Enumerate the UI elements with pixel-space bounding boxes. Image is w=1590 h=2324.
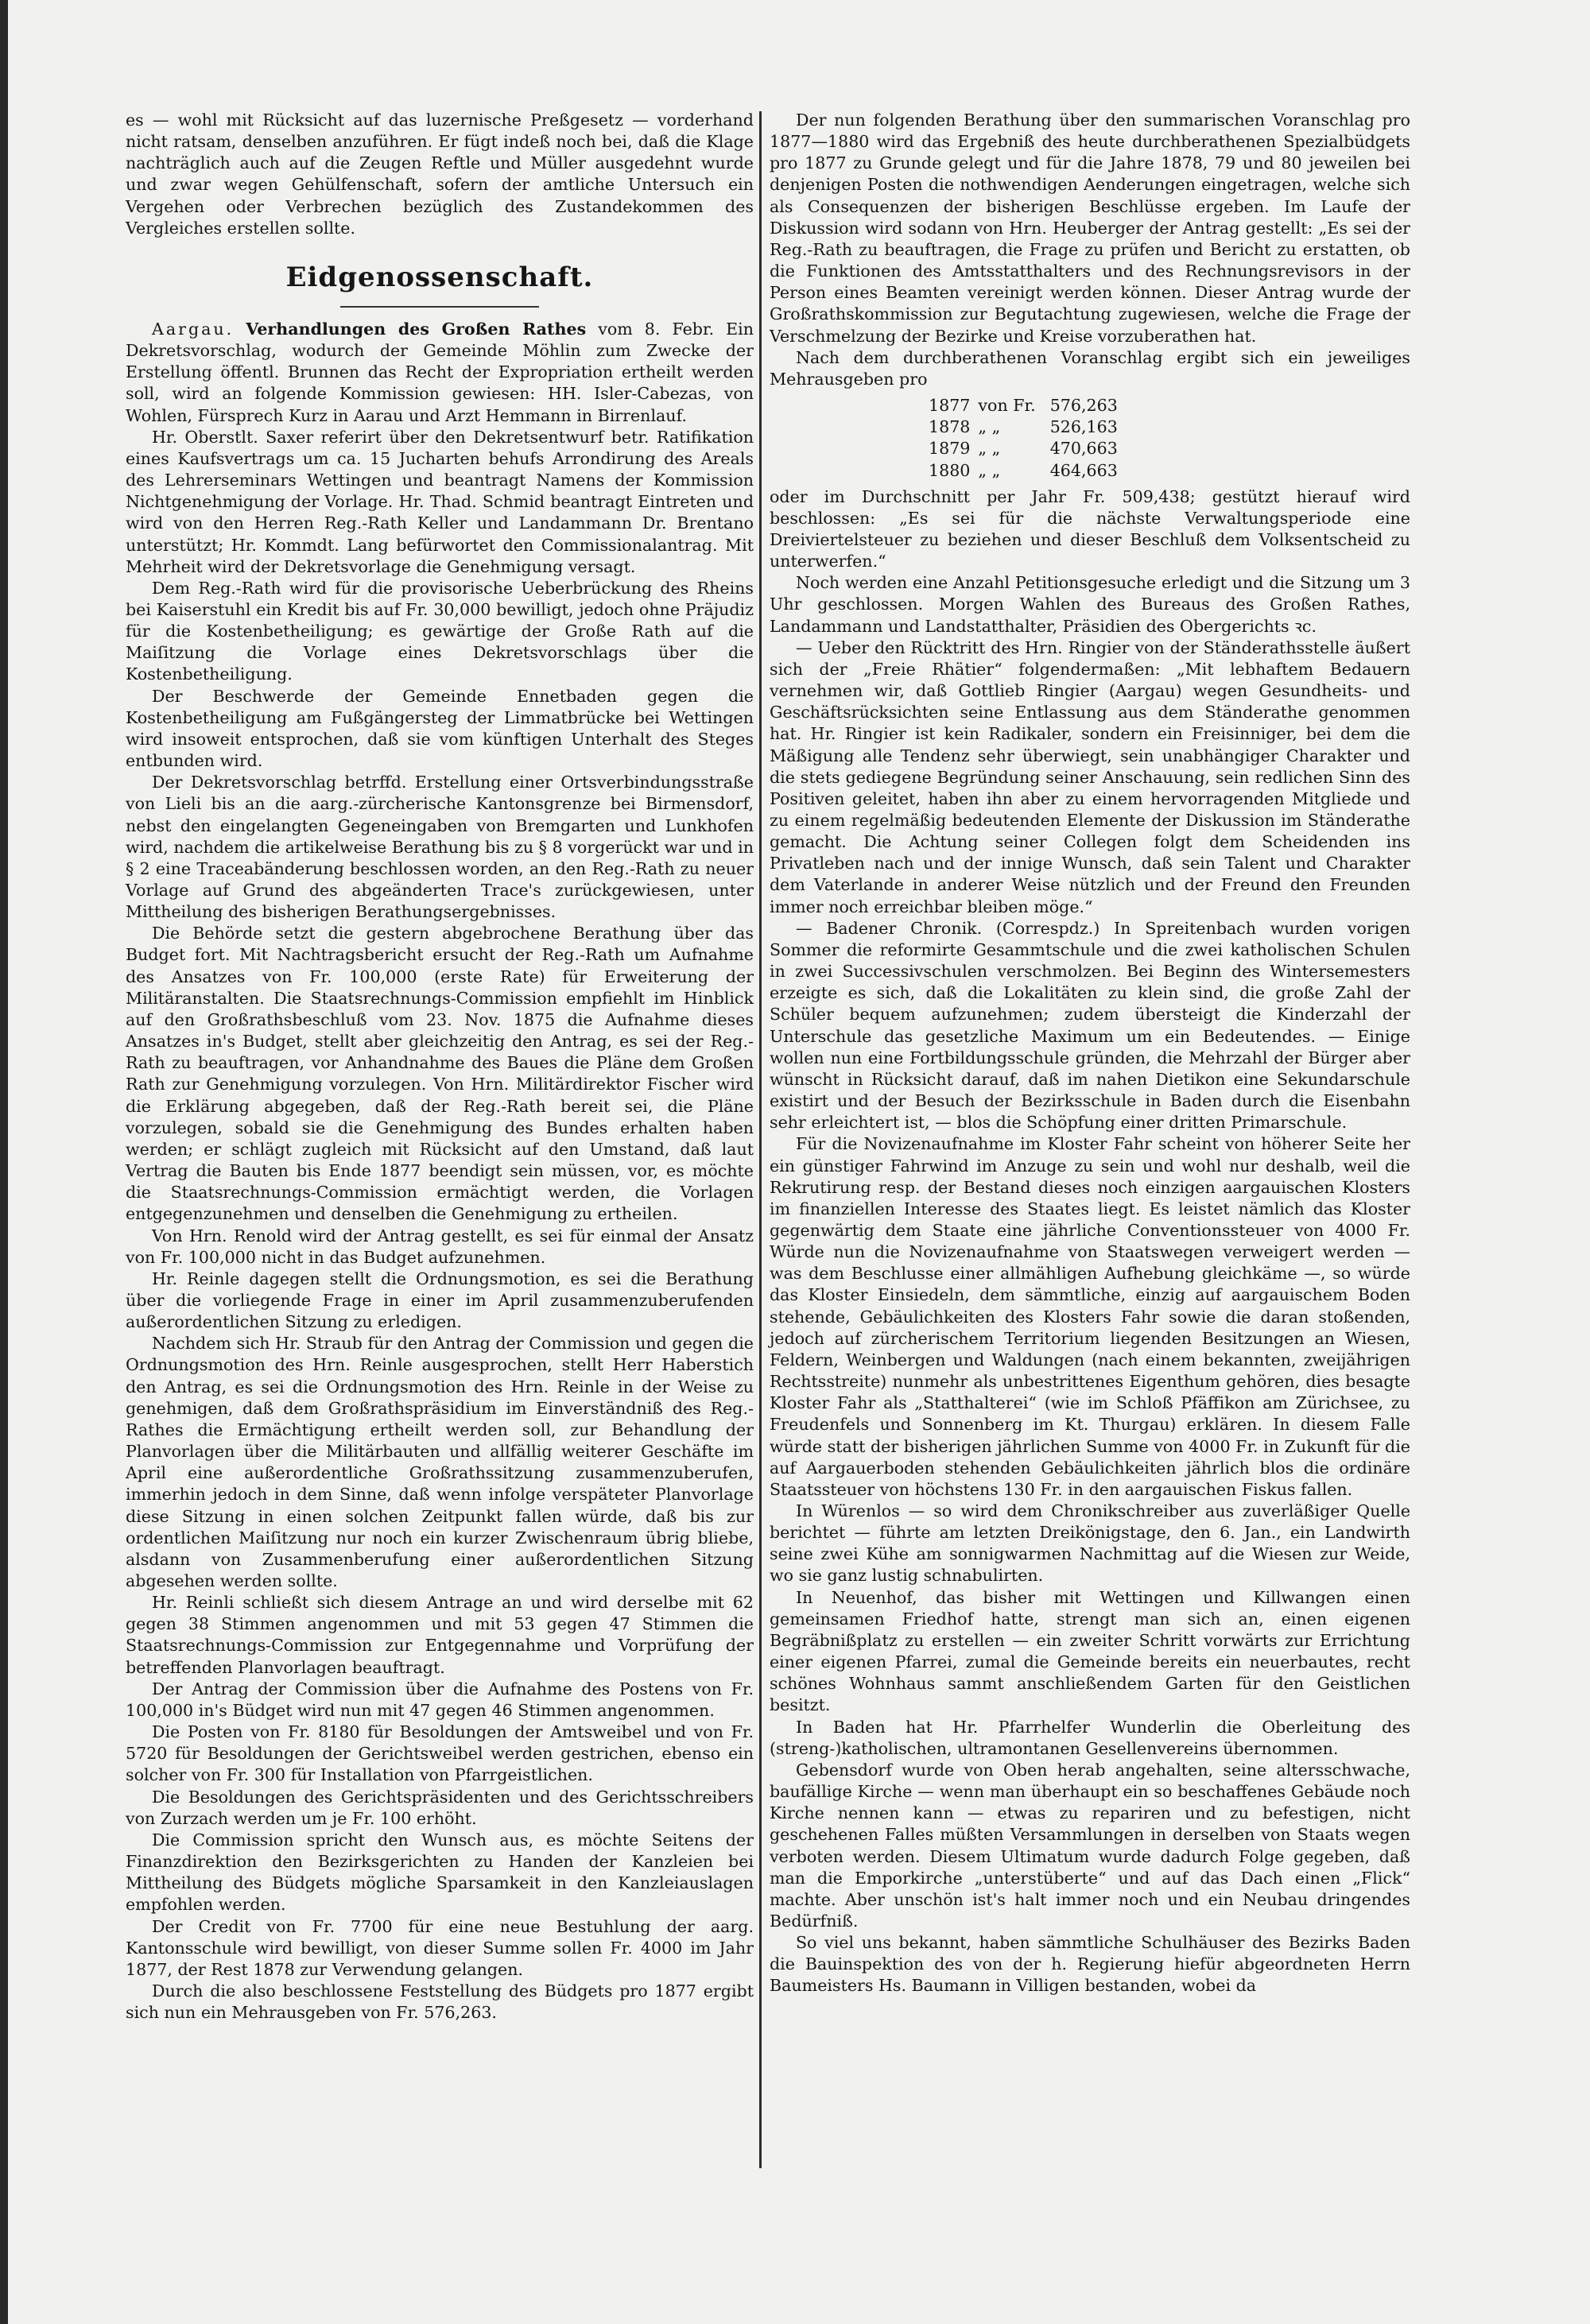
budget-prefix: „ „ (978, 460, 1001, 480)
article-paragraph: In Baden hat Hr. Pfarrhelfer Wunderlin die Oberleitung des (streng-)katholischen, ultramontanen Gesellenvereins übernommen. (770, 1717, 1410, 1758)
budget-amount: 576,263 (1049, 396, 1118, 416)
budget-row (929, 460, 1126, 482)
article-paragraph: Die Behörde setzt die gestern abgebrochene Berathung über das Budget fort. Mit Nachtragsbericht ersucht der Reg.-Rath um Aufnahme des Ansatzes von Fr. 100,000 (erste Rate) für Erweiterung der Militäranstalten. Die Staatsrechnungs-Commission empfiehlt im Hinblick auf den Großrathsbeschluß vom 23. Nov. 1875 die Aufnahme dieses Ansatzes in's Budget, stellt aber gleichzeitig den Antrag, es sei der Reg.-Rath zu beauftragen, vor Anhandnahme des Baues die Pläne dem Großen Rath zur Genehmigung vorzulegen. Von Hrn. Militärdirektor Fischer wird die Erklärung abgegeben, daß der Reg.-Rath bereit sei, die Pläne vorzulegen, sobald sie die Genehmigung des Bundes erhalten haben werden; er schlägt zugleich mit Rücksicht auf den Umstand, daß laut Vertrag die Bauten bis Ende 1877 beendigt sein müssen, vor, es möchte die Staatsrechnungs-Commission ermächtigt werden, die Vorlagen entgegenzunehmen und denselben die Genehmigung zu ertheilen. (126, 924, 754, 1224)
budget-table (929, 395, 1126, 482)
column-rule (759, 111, 762, 2168)
article-paragraph: Der Beschwerde der Gemeinde Ennetbaden gegen die Kostenbetheiligung am Fußgängersteg der Limmatbrücke bei Wettingen wird insoweit entsprochen, daß sie vom künftigen Unterhalt des Steges entbunden wird. (126, 686, 754, 771)
budget-year: 1880 (929, 460, 971, 480)
budget-amount: 526,163 (1049, 417, 1118, 437)
budget-row (929, 395, 1126, 416)
budget-prefix: „ „ (978, 439, 1001, 459)
article-paragraph: Der Dekretsvorschlag betrffd. Erstellung einer Ortsverbindungsstraße von Lieli bis an die aarg.-zürcherische Kantonsgrenze bei Birmensdorf, nebst den eingelangten Gegeneingaben von Bremgarten und Lunkhofen wird, nachdem die artikelweise Berathung bis zu § 8 vorgerückt war und in § 2 eine Traceabänderung beschlossen worden, an den Reg.-Rath zu neuer Vorlage auf Grund des abgeänderten Trace's zurückgewiesen, unter Mittheilung des bisherigen Berathungsergebnisses. (126, 773, 754, 922)
right-column (770, 110, 1410, 1997)
article-paragraph: So viel uns bekannt, haben sämmtliche Schulhäuser des Bezirks Baden die Bauinspektion des von der h. Regierung hiefür abgeordneten Herrn Baumeisters Hs. Baumann in Villigen bestanden, wobei da (770, 1933, 1410, 1996)
lead-paragraph (126, 319, 754, 427)
article-paragraph: Durch die also beschlossene Feststellung des Büdgets pro 1877 ergibt sich nun ein Mehrausgeben von Fr. 576,263. (126, 1981, 754, 2023)
article-paragraph: Nachdem sich Hr. Straub für den Antrag der Commission und gegen die Ordnungsmotion des Hrn. Reinle ausgesprochen, stellt Herr Haberstich den Antrag, es sei die Ordnungsmotion des Hrn. Reinle in der Weise zu genehmigen, daß dem Großrathspräsidium im Einverständniß des Reg.-Rathes die Ermächtigung ertheilt werden soll, zur Behandlung der Planvorlagen über die Militärbauten und allfällig weiterer Geschäfte im April eine außerordentliche Großrathssitzung zusammenzuberufen, immerhin jedoch in dem Sinne, daß wenn infolge verspäteter Planvorlage diese Sitzung in einen solchen Zeitpunkt fallen würde, daß bis zur ordentlichen Maiſitzung nur noch ein kurzer Zwischenraum übrig bliebe, alsdann von Zusammenberufung einer außerordentlichen Sitzung abgesehen werden sollte. (126, 1334, 754, 1590)
article-paragraph: Nach dem durchberathenen Voranschlag ergibt sich ein jeweiliges Mehrausgeben pro (770, 347, 1410, 389)
lead-title: Verhandlungen des Großen Rathes (246, 319, 587, 339)
scan-edge (0, 0, 8, 2324)
left-column (126, 110, 754, 2024)
article-paragraph: Von Hrn. Renold wird der Antrag gestellt, es sei für einmal der Ansatz von Fr. 100,000 nicht in das Budget aufzunehmen. (126, 1226, 754, 1267)
article-paragraph: — Ueber den Rücktritt des Hrn. Ringier von der Ständerathsstelle äußert sich der „Freie Rhätier“ folgendermaßen: „Mit lebhaftem Bedauern vernehmen wir, daß Gottlieb Ringier (Aargau) wegen Gesundheits- und Geschäftsrücksichten seine Entlassung aus dem Ständerathe genommen hat. Hr. Ringier ist kein Radikaler, sondern ein Freisinniger, bei dem die Mäßigung alle Tendenz sehr überwiegt, sein unabhängiger Charakter und die stets gediegene Begründung seiner Anschauung, sein redlichen Sinn des Positiven geleitet, haben ihn aber zu einem hervorragenden Mitgliede und zu einem regelmäßig bedeutenden Elemente der Diskussion im Ständerathe gemacht. Die Achtung seiner Collegen folgt dem Scheidenden ins Privatleben nach und der innige Wunsch, daß sein Talent und Charakter dem Vaterlande in anderer Weise nützlich und der Freund den Freunden immer noch erreichbar bleiben möge.“ (770, 637, 1410, 916)
section-divider (340, 306, 539, 308)
budget-row (929, 438, 1126, 459)
article-paragraph: Der nun folgenden Berathung über den summarischen Voranschlag pro 1877—1880 wird das Ergebniß des heute durchberathenen Spezialbüdgets pro 1877 zu Grunde gelegt und für die Jahre 1878, 79 und 80 jeweilen bei denjenigen Posten die nothwendigen Aenderungen eingetragen, welche sich als Consequenzen der bisherigen Beschlüsse ergeben. Im Laufe der Diskussion wird sodann von Hrn. Heuberger der Antrag gestellt: „Es sei der Reg.-Rath zu beauftragen, die Frage zu prüfen und Bericht zu erstatten, ob die Funktionen des Amtsstatthalters und des Rechnungsrevisors in der Person eines Beamten vereinigt werden können. Dieser Antrag wurde der Großrathskommission zur Begutachtung zugewiesen, welche die Frage der Verschmelzung der Bezirke und Kreise vorzuberathen hat. (770, 110, 1410, 346)
article-paragraph: Der Credit von Fr. 7700 für eine neue Bestuhlung der aarg. Kantonsschule wird bewilligt, von dieser Summe sollen Fr. 4000 im Jahr 1877, der Rest 1878 zur Verwendung gelangen. (126, 1916, 754, 1979)
budget-prefix: „ „ (978, 417, 1001, 437)
article-paragraph: Die Posten von Fr. 8180 für Besoldungen der Amtsweibel und von Fr. 5720 für Besoldungen der Gerichtsweibel werden gestrichen, ebenso ein solcher von Fr. 300 für Installation von Pfarrgeistlichen. (126, 1722, 754, 1785)
lead-place: Aargau. (151, 319, 235, 339)
article-paragraph: Für die Novizenaufnahme im Kloster Fahr scheint von höherer Seite her ein günstiger Fahrwind im Anzuge zu sein und wohl nur deshalb, weil die Rekrutirung resp. der Bestand dieses noch einzigen aargauischen Klosters im finanziellen Interesse des Staates liegt. Es leistet nämlich das Kloster gegenwärtig dem Staate eine jährliche Conventionssteuer von 4000 Fr. Würde nun die Novizenaufnahme von Staatswegen verweigert werden — was dem Beschlusse einer allmähligen Aufhebung gleichkäme —, so würde das Kloster Einsiedeln, dem sämmtliche, einzig auf aargauischem Boden stehende, Gebäulichkeiten des Klosters Fahr sowie die daran stoßenden, jedoch auf zürcherischem Territorium liegenden Besitzungen an Wiesen, Feldern, Weinbergen und Waldungen (nach einem bekannten, zweijährigen Rechtsstreite) nunmehr als unbestrittenes Eigenthum gehören, dies besagte Kloster Fahr als „Statthalterei“ (wie im Schloß Pfäffikon am Zürichsee, zu Freudenfels und Sonnenberg im Kt. Thurgau) erklären. In diesem Falle würde statt der bisherigen jährlichen Summe von 4000 Fr. in Zukunft für die auf Aargauerboden stehenden Gebäulichkeiten jährlich blos die ordinäre Staatssteuer von höchstens 130 Fr. in den aargauischen Fiskus fallen. (770, 1134, 1410, 1499)
article-paragraph: vom 8. Febr. Ein Dekretsvorschlag, wodurch der Gemeinde Möhlin zum Zwecke der Erstellung öffentl. Brunnen das Recht der Expropriation ertheilt werden soll, wird an folgende Kommission gewiesen: HH. Isler-Cabezas, von Wohlen, Fürsprech Kurz in Aarau und Arzt Hemmann in Birrenlauf. (126, 319, 754, 425)
section-heading: Eidgenossenschaft. (285, 261, 594, 293)
article-paragraph: Hr. Reinli schließt sich diesem Antrage an und wird derselbe mit 62 gegen 38 Stimmen angenommen und mit 53 gegen 47 Stimmen die Staatsrechnungs-Commission zur Entgegennahme und Vorprüfung der betreffenden Planvorlagen beauftragt. (126, 1593, 754, 1677)
article-paragraph: Der Antrag der Commission über die Aufnahme des Postens von Fr. 100,000 in's Büdget wird nun mit 47 gegen 46 Stimmen angenommen. (126, 1679, 754, 1720)
intro-paragraph: es — wohl mit Rücksicht auf das luzernische Preßgesetz — vorderhand nicht ratsam, denselben anzuführen. Er fügt indeß noch bei, daß die Klage nachträglich auch auf die Zeugen Reftle und Müller ausgedehnt wurde und zwar wegen Gehülfenschaft, sofern der amtliche Untersuch ein Vergehen oder Verbrechen bezüglich des Zustandekommen des Vergleiches erstellen sollte. (126, 110, 754, 238)
article-paragraph: Dem Reg.-Rath wird für die provisorische Ueberbrückung des Rheins bei Kaiserstuhl ein Kredit bis auf Fr. 30,000 bewilligt, jedoch ohne Präjudiz für die Kostenbetheiligung; es gewärtige der Große Rath auf die Maiſitzung die Vorlage eines Dekretsvorschlags über die Kostenbetheiligung. (126, 578, 754, 684)
article-paragraph: Die Besoldungen des Gerichtspräsidenten und des Gerichtsschreibers von Zurzach werden um je Fr. 100 erhöht. (126, 1787, 754, 1828)
article-paragraph: oder im Durchschnitt per Jahr Fr. 509,438; gestützt hierauf wird beschlossen: „Es sei für die nächste Verwaltungsperiode eine Dreiviertelsteuer zu beziehen und dieser Beschluß dem Volksentscheid zu unterwerfen.“ (770, 486, 1410, 571)
budget-year: 1877 (929, 396, 971, 416)
budget-row (929, 416, 1126, 438)
article-paragraph: In Neuenhof, das bisher mit Wettingen und Killwangen einen gemeinsamen Friedhof hatte, strengt man sich an, einen eigenen Begräbnißplatz zu erstellen — ein zweiter Schritt vorwärts zur Errichtung einer eigenen Pfarrei, zumal die Gemeinde bereits ein neuerbautes, recht schönes Wohnhaus sammt anschließendem Garten für den Geistlichen besitzt. (770, 1587, 1410, 1715)
article-paragraph: Noch werden eine Anzahl Petitionsgesuche erledigt und die Sitzung um 3 Uhr geschlossen. Morgen Wahlen des Bureaus des Großen Rathes, Landammann und Landstatthalter, Präsidien des Obergerichts ꝛc. (770, 573, 1410, 636)
budget-prefix: von Fr. (978, 396, 1036, 416)
budget-amount: 464,663 (1049, 460, 1118, 480)
budget-amount: 470,663 (1049, 439, 1118, 459)
article-paragraph: Hr. Oberstlt. Saxer referirt über den Dekretsentwurf betr. Ratifikation eines Kaufsvertrags um ca. 15 Jucharten behufs Arrondirung des Areals des Lehrerseminars Wettingen und beantragt Namens der Kommission Nichtgenehmigung der Vorlage. Hr. Thad. Schmid beantragt Eintreten und wird von den Herren Reg.-Rath Keller und Landammann Dr. Brentano unterstützt; Hr. Kommdt. Lang befürwortet den Commissionalantrag. Mit Mehrheit wird der Dekretsvorlage die Genehmigung versagt. (126, 427, 754, 576)
budget-year: 1878 (929, 417, 971, 437)
article-paragraph: Hr. Reinle dagegen stellt die Ordnungsmotion, es sei die Berathung über die vorliegende Frage in einer im April zusammenzuberufenden außerordentlichen Sitzung zu erledigen. (126, 1269, 754, 1332)
budget-year: 1879 (929, 439, 971, 459)
article-paragraph: — Badener Chronik. (Correspdz.) In Spreitenbach wurden vorigen Sommer die reformirte Gesammtschule und die zwei katholischen Schulen in zwei Successivschulen verschmolzen. Bei Beginn des Wintersemesters erzeigte es sich, daß die Lokalitäten zu klein sind, die große Zahl der Schüler bequem aufzunehmen; zudem übersteigt die Kinderzahl der Unterschule das gesetzliche Maximum um ein Bedeutendes. — Einige wollen nun eine Fortbildungsschule gründen, die Mehrzahl der Bürger aber wünscht in Rücksicht darauf, daß im nahen Dietikon eine Sekundarschule existirt und der Besuch der Bezirksschule in Baden durch die Eisenbahn sehr erleichtert ist, — blos die Schöpfung einer dritten Primarschule. (770, 918, 1410, 1133)
article-paragraph: In Würenlos — so wird dem Chronikschreiber aus zuverläßiger Quelle berichtet — führte am letzten Dreikönigstage, den 6. Jan., ein Landwirth seine zwei Kühe am sonnigwarmen Nachmittag auf die Wiesen zur Weide, wo sie ganz lustig schnabulirten. (770, 1501, 1410, 1586)
article-paragraph: Gebensdorf wurde von Oben herab angehalten, seine altersschwache, baufällige Kirche — wenn man überhaupt ein so beschaffenes Gebäude noch Kirche nennen kann — etwas zu repariren und zu befestigen, nicht geschehenen Falles müßten Versammlungen in derselben von Staats wegen verboten werden. Diesem Ultimatum wurde dadurch Folge gegeben, daß man die Emporkirche „unterstüberte“ und auf das Dach einen „Flick“ machte. Aber unschön ist's halt immer noch und ein Neubau dringendes Bedürfniß. (770, 1760, 1410, 1931)
article-paragraph: Die Commission spricht den Wunsch aus, es möchte Seitens der Finanzdirektion den Bezirksgerichten zu Handen der Kanzleien bei Mittheilung des Büdgets mögliche Sparsamkeit in den Kanzleiauslagen empfohlen werden. (126, 1830, 754, 1915)
